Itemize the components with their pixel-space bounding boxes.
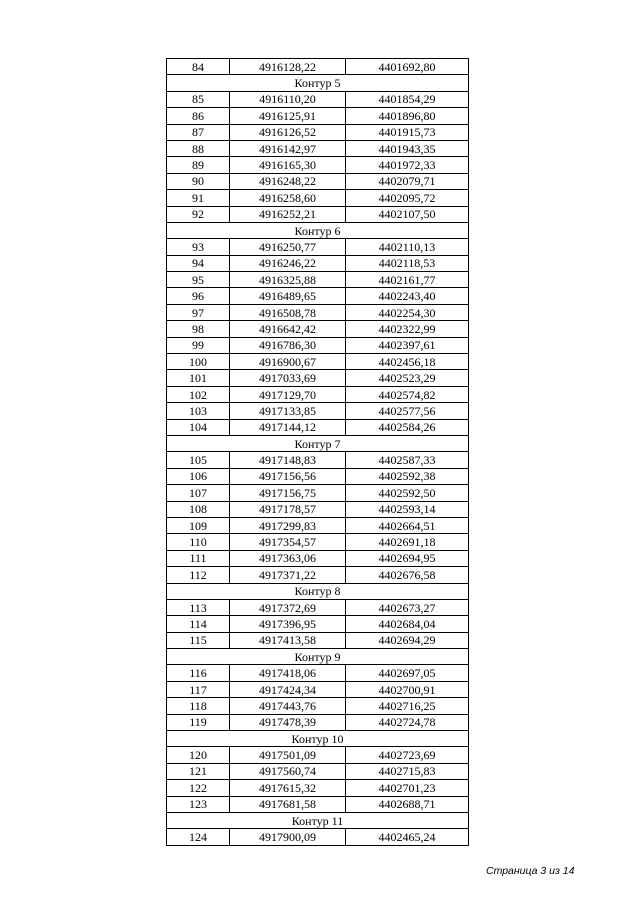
x-coordinate-cell: 4917354,57 xyxy=(230,534,346,550)
x-coordinate-cell: 4916258,60 xyxy=(230,190,346,206)
table-row xyxy=(167,714,469,730)
coordinates-table xyxy=(166,58,469,846)
y-coordinate-cell: 4402664,51 xyxy=(346,517,469,533)
contour-header-row xyxy=(167,222,469,238)
x-coordinate-cell: 4916508,78 xyxy=(230,304,346,320)
x-coordinate-cell: 4916165,30 xyxy=(230,157,346,173)
table-row xyxy=(167,370,469,386)
table-row xyxy=(167,321,469,337)
y-coordinate-cell: 4402577,56 xyxy=(346,403,469,419)
x-coordinate-cell: 4917156,56 xyxy=(230,468,346,484)
point-number-cell: 99 xyxy=(167,337,230,353)
point-number-cell: 117 xyxy=(167,681,230,697)
table-row xyxy=(167,501,469,517)
y-coordinate-cell: 4402322,99 xyxy=(346,321,469,337)
x-coordinate-cell: 4917363,06 xyxy=(230,550,346,566)
x-coordinate-cell: 4917443,76 xyxy=(230,698,346,714)
x-coordinate-cell: 4917148,83 xyxy=(230,452,346,468)
point-number-cell: 91 xyxy=(167,190,230,206)
table-row xyxy=(167,140,469,156)
y-coordinate-cell: 4402592,38 xyxy=(346,468,469,484)
table-row xyxy=(167,124,469,140)
point-number-cell: 92 xyxy=(167,206,230,222)
point-number-cell: 109 xyxy=(167,517,230,533)
point-number-cell: 90 xyxy=(167,173,230,189)
point-number-cell: 114 xyxy=(167,616,230,632)
x-coordinate-cell: 4917299,83 xyxy=(230,517,346,533)
y-coordinate-cell: 4401854,29 xyxy=(346,91,469,107)
table-row xyxy=(167,173,469,189)
point-number-cell: 103 xyxy=(167,403,230,419)
y-coordinate-cell: 4402691,18 xyxy=(346,534,469,550)
x-coordinate-cell: 4916900,67 xyxy=(230,354,346,370)
point-number-cell: 124 xyxy=(167,829,230,845)
x-coordinate-cell: 4917371,22 xyxy=(230,567,346,583)
contour-label: Контур 6 xyxy=(167,222,469,238)
point-number-cell: 120 xyxy=(167,747,230,763)
contour-label: Контур 10 xyxy=(167,731,469,747)
y-coordinate-cell: 4402397,61 xyxy=(346,337,469,353)
point-number-cell: 106 xyxy=(167,468,230,484)
x-coordinate-cell: 4917129,70 xyxy=(230,386,346,402)
point-number-cell: 115 xyxy=(167,632,230,648)
table-row xyxy=(167,747,469,763)
point-number-cell: 84 xyxy=(167,59,230,75)
point-number-cell: 85 xyxy=(167,91,230,107)
point-number-cell: 113 xyxy=(167,599,230,615)
x-coordinate-cell: 4916126,52 xyxy=(230,124,346,140)
point-number-cell: 95 xyxy=(167,272,230,288)
point-number-cell: 105 xyxy=(167,452,230,468)
y-coordinate-cell: 4402724,78 xyxy=(346,714,469,730)
page-number: Страница 3 из 14 xyxy=(486,865,575,877)
y-coordinate-cell: 4402161,77 xyxy=(346,272,469,288)
x-coordinate-cell: 4916250,77 xyxy=(230,239,346,255)
table-row xyxy=(167,386,469,402)
y-coordinate-cell: 4402694,29 xyxy=(346,632,469,648)
y-coordinate-cell: 4402676,58 xyxy=(346,567,469,583)
y-coordinate-cell: 4402465,24 xyxy=(346,829,469,845)
y-coordinate-cell: 4402701,23 xyxy=(346,780,469,796)
point-number-cell: 112 xyxy=(167,567,230,583)
table-row xyxy=(167,108,469,124)
x-coordinate-cell: 4917681,58 xyxy=(230,796,346,812)
y-coordinate-cell: 4402118,53 xyxy=(346,255,469,271)
table-row xyxy=(167,567,469,583)
contour-label: Контур 7 xyxy=(167,435,469,451)
point-number-cell: 96 xyxy=(167,288,230,304)
table-row xyxy=(167,632,469,648)
table-row xyxy=(167,698,469,714)
x-coordinate-cell: 4917413,58 xyxy=(230,632,346,648)
y-coordinate-cell: 4401943,35 xyxy=(346,140,469,156)
point-number-cell: 123 xyxy=(167,796,230,812)
table-row xyxy=(167,337,469,353)
table-row xyxy=(167,763,469,779)
point-number-cell: 108 xyxy=(167,501,230,517)
x-coordinate-cell: 4917615,32 xyxy=(230,780,346,796)
y-coordinate-cell: 4402715,83 xyxy=(346,763,469,779)
point-number-cell: 101 xyxy=(167,370,230,386)
contour-label: Контур 11 xyxy=(167,812,469,828)
x-coordinate-cell: 4917033,69 xyxy=(230,370,346,386)
point-number-cell: 89 xyxy=(167,157,230,173)
point-number-cell: 116 xyxy=(167,665,230,681)
x-coordinate-cell: 4916142,97 xyxy=(230,140,346,156)
point-number-cell: 107 xyxy=(167,485,230,501)
x-coordinate-cell: 4916325,88 xyxy=(230,272,346,288)
point-number-cell: 104 xyxy=(167,419,230,435)
x-coordinate-cell: 4916125,91 xyxy=(230,108,346,124)
point-number-cell: 121 xyxy=(167,763,230,779)
x-coordinate-cell: 4917178,57 xyxy=(230,501,346,517)
table-row xyxy=(167,288,469,304)
point-number-cell: 122 xyxy=(167,780,230,796)
point-number-cell: 97 xyxy=(167,304,230,320)
x-coordinate-cell: 4917133,85 xyxy=(230,403,346,419)
y-coordinate-cell: 4402684,04 xyxy=(346,616,469,632)
x-coordinate-cell: 4917372,69 xyxy=(230,599,346,615)
table-row xyxy=(167,354,469,370)
table-row xyxy=(167,517,469,533)
x-coordinate-cell: 4916246,22 xyxy=(230,255,346,271)
table-row xyxy=(167,304,469,320)
table-row xyxy=(167,190,469,206)
contour-header-row xyxy=(167,649,469,665)
point-number-cell: 88 xyxy=(167,140,230,156)
table-row xyxy=(167,206,469,222)
y-coordinate-cell: 4402079,71 xyxy=(346,173,469,189)
point-number-cell: 111 xyxy=(167,550,230,566)
y-coordinate-cell: 4402688,71 xyxy=(346,796,469,812)
point-number-cell: 102 xyxy=(167,386,230,402)
table-row xyxy=(167,419,469,435)
x-coordinate-cell: 4916489,65 xyxy=(230,288,346,304)
y-coordinate-cell: 4401692,80 xyxy=(346,59,469,75)
point-number-cell: 118 xyxy=(167,698,230,714)
x-coordinate-cell: 4916252,21 xyxy=(230,206,346,222)
y-coordinate-cell: 4402697,05 xyxy=(346,665,469,681)
point-number-cell: 86 xyxy=(167,108,230,124)
y-coordinate-cell: 4402456,18 xyxy=(346,354,469,370)
contour-header-row xyxy=(167,583,469,599)
y-coordinate-cell: 4402593,14 xyxy=(346,501,469,517)
x-coordinate-cell: 4917156,75 xyxy=(230,485,346,501)
x-coordinate-cell: 4917144,12 xyxy=(230,419,346,435)
point-number-cell: 98 xyxy=(167,321,230,337)
y-coordinate-cell: 4402673,27 xyxy=(346,599,469,615)
y-coordinate-cell: 4402107,50 xyxy=(346,206,469,222)
table-row xyxy=(167,272,469,288)
table-row xyxy=(167,599,469,615)
y-coordinate-cell: 4402584,26 xyxy=(346,419,469,435)
contour-header-row xyxy=(167,731,469,747)
point-number-cell: 87 xyxy=(167,124,230,140)
y-coordinate-cell: 4402716,25 xyxy=(346,698,469,714)
table-row xyxy=(167,59,469,75)
table-row xyxy=(167,829,469,845)
table-row xyxy=(167,403,469,419)
table-row xyxy=(167,91,469,107)
point-number-cell: 93 xyxy=(167,239,230,255)
table-row xyxy=(167,452,469,468)
x-coordinate-cell: 4916128,22 xyxy=(230,59,346,75)
contour-header-row xyxy=(167,435,469,451)
y-coordinate-cell: 4402254,30 xyxy=(346,304,469,320)
y-coordinate-cell: 4402587,33 xyxy=(346,452,469,468)
point-number-cell: 100 xyxy=(167,354,230,370)
contour-label: Контур 5 xyxy=(167,75,469,91)
y-coordinate-cell: 4401896,80 xyxy=(346,108,469,124)
x-coordinate-cell: 4917900,09 xyxy=(230,829,346,845)
y-coordinate-cell: 4402574,82 xyxy=(346,386,469,402)
x-coordinate-cell: 4917418,06 xyxy=(230,665,346,681)
x-coordinate-cell: 4916248,22 xyxy=(230,173,346,189)
table-row xyxy=(167,157,469,173)
x-coordinate-cell: 4916786,30 xyxy=(230,337,346,353)
x-coordinate-cell: 4916110,20 xyxy=(230,91,346,107)
y-coordinate-cell: 4402110,13 xyxy=(346,239,469,255)
point-number-cell: 110 xyxy=(167,534,230,550)
table-row xyxy=(167,468,469,484)
table-row xyxy=(167,534,469,550)
x-coordinate-cell: 4917396,95 xyxy=(230,616,346,632)
y-coordinate-cell: 4402523,29 xyxy=(346,370,469,386)
y-coordinate-cell: 4401972,33 xyxy=(346,157,469,173)
contour-header-row xyxy=(167,75,469,91)
x-coordinate-cell: 4917560,74 xyxy=(230,763,346,779)
table-row xyxy=(167,255,469,271)
contour-label: Контур 9 xyxy=(167,649,469,665)
table-row xyxy=(167,665,469,681)
table-row xyxy=(167,239,469,255)
y-coordinate-cell: 4402592,50 xyxy=(346,485,469,501)
point-number-cell: 94 xyxy=(167,255,230,271)
x-coordinate-cell: 4917478,39 xyxy=(230,714,346,730)
table-row xyxy=(167,796,469,812)
y-coordinate-cell: 4402243,40 xyxy=(346,288,469,304)
table-row xyxy=(167,616,469,632)
x-coordinate-cell: 4917501,09 xyxy=(230,747,346,763)
contour-header-row xyxy=(167,812,469,828)
table-row xyxy=(167,550,469,566)
x-coordinate-cell: 4917424,34 xyxy=(230,681,346,697)
contour-label: Контур 8 xyxy=(167,583,469,599)
table-row xyxy=(167,485,469,501)
table-row xyxy=(167,681,469,697)
table-row xyxy=(167,780,469,796)
y-coordinate-cell: 4402694,95 xyxy=(346,550,469,566)
y-coordinate-cell: 4402095,72 xyxy=(346,190,469,206)
y-coordinate-cell: 4402700,91 xyxy=(346,681,469,697)
x-coordinate-cell: 4916642,42 xyxy=(230,321,346,337)
point-number-cell: 119 xyxy=(167,714,230,730)
coordinates-table-body xyxy=(167,59,469,846)
y-coordinate-cell: 4402723,69 xyxy=(346,747,469,763)
y-coordinate-cell: 4401915,73 xyxy=(346,124,469,140)
